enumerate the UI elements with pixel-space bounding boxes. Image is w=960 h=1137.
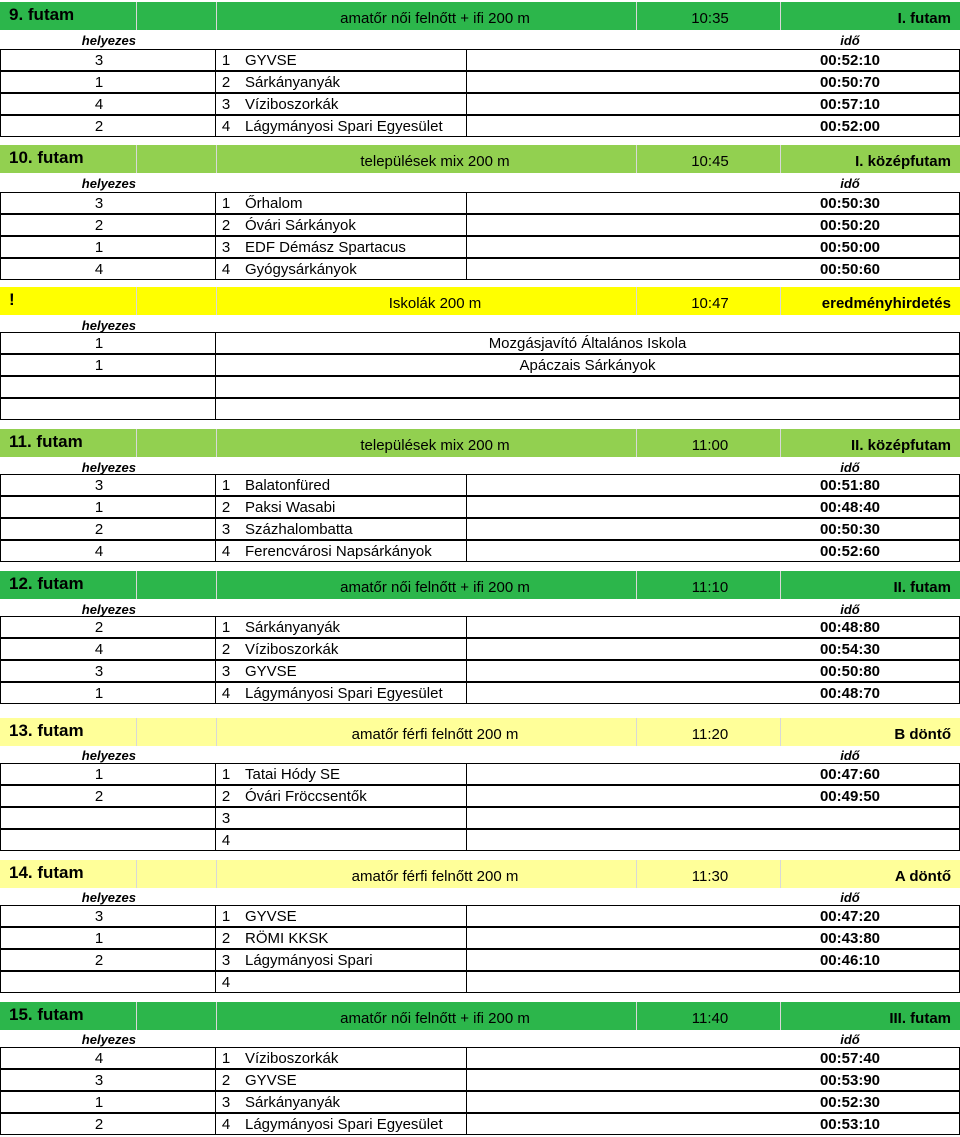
heat-category: amatőr férfi felnőtt 200 m	[351, 726, 519, 743]
result-time: 00:57:40	[819, 1050, 881, 1067]
place: 4	[94, 1050, 104, 1067]
result-row	[0, 192, 960, 214]
school-name: Mozgásjavító Általános Iskola	[488, 335, 687, 352]
result-time: 00:50:00	[819, 239, 881, 256]
place: 4	[94, 641, 104, 658]
result-row	[0, 49, 960, 71]
time-column-header: idő	[840, 176, 860, 191]
team-name: Balatonfüred	[245, 477, 331, 494]
lane: 4	[221, 1116, 231, 1133]
place: 4	[94, 261, 104, 278]
heat-start-time: 11:10	[691, 579, 729, 596]
result-row	[0, 540, 960, 562]
result-row	[0, 93, 960, 115]
heat-header	[0, 860, 960, 888]
place: 1	[94, 1094, 104, 1111]
place: 1	[94, 766, 104, 783]
lane: 4	[221, 261, 231, 278]
heat-stage: B döntő	[894, 726, 951, 743]
team-name: GYVSE	[245, 908, 297, 925]
result-row	[0, 1069, 960, 1091]
school-row	[0, 398, 960, 420]
place: 1	[94, 685, 104, 702]
column-headers	[0, 173, 960, 192]
heat-stage: II. középfutam	[850, 437, 951, 454]
team-name: Ferencvárosi Napsárkányok	[245, 543, 432, 560]
heat-header	[0, 718, 960, 746]
lane: 3	[221, 952, 231, 969]
heat-header	[0, 2, 960, 30]
lane: 2	[221, 1072, 231, 1089]
heat-number: 15. futam	[9, 1005, 84, 1024]
result-row	[0, 258, 960, 280]
place: 3	[94, 52, 104, 69]
team-name: Víziboszorkák	[245, 96, 339, 113]
place: 1	[94, 335, 104, 352]
place: 2	[94, 788, 104, 805]
heat-number: 10. futam	[9, 148, 84, 167]
result-row	[0, 949, 960, 971]
place: 3	[94, 663, 104, 680]
heat-category: amatőr női felnőtt + ifi 200 m	[340, 579, 530, 596]
heat-category: amatőr női felnőtt + ifi 200 m	[340, 1010, 530, 1027]
team-name: Gyógysárkányok	[245, 261, 357, 278]
place: 2	[94, 217, 104, 234]
column-headers	[0, 1029, 960, 1048]
team-name: RÖMI KKSK	[245, 930, 329, 947]
lane: 3	[221, 810, 231, 827]
lane: 2	[221, 499, 231, 516]
heat-category: települések mix 200 m	[360, 437, 510, 454]
place: 2	[94, 619, 104, 636]
lane: 4	[221, 543, 231, 560]
place: 2	[94, 1116, 104, 1133]
place-column-header: helyezes	[81, 318, 136, 333]
heat-stage: I. középfutam	[855, 153, 951, 170]
result-row	[0, 905, 960, 927]
heat-stage: eredményhirdetés	[821, 295, 951, 312]
result-time: 00:47:60	[819, 766, 881, 783]
place: 2	[94, 521, 104, 538]
result-time: 00:52:10	[819, 52, 881, 69]
result-time: 00:50:60	[819, 261, 881, 278]
result-row	[0, 807, 960, 829]
school-row	[0, 332, 960, 354]
result-row	[0, 474, 960, 496]
result-row	[0, 1091, 960, 1113]
lane: 3	[221, 239, 231, 256]
lane: 4	[221, 685, 231, 702]
lane: 3	[221, 96, 231, 113]
lane: 2	[221, 74, 231, 91]
result-row	[0, 638, 960, 660]
lane: 3	[221, 1094, 231, 1111]
team-name: GYVSE	[245, 1072, 297, 1089]
place: 4	[94, 96, 104, 113]
heat-start-time: 11:20	[691, 726, 729, 743]
place-column-header: helyezes	[81, 176, 136, 191]
exclamation-icon: !	[9, 290, 15, 309]
heat-category: települések mix 200 m	[360, 153, 510, 170]
place: 2	[94, 952, 104, 969]
time-column-header: idő	[840, 460, 860, 475]
result-time: 00:48:80	[819, 619, 881, 636]
team-name: Sárkányanyák	[245, 74, 341, 91]
place: 1	[94, 357, 104, 374]
heat-number: 11. futam	[9, 432, 83, 451]
result-row	[0, 785, 960, 807]
result-row	[0, 971, 960, 993]
result-time: 00:48:70	[819, 685, 881, 702]
result-row	[0, 763, 960, 785]
result-time: 00:50:30	[819, 521, 881, 538]
place: 1	[94, 74, 104, 91]
place: 1	[94, 499, 104, 516]
heat-stage: II. futam	[893, 579, 951, 596]
result-time: 00:43:80	[819, 930, 881, 947]
result-time: 00:49:50	[819, 788, 881, 805]
heat-start-time: 10:35	[691, 10, 729, 27]
result-time: 00:48:40	[819, 499, 881, 516]
heat-header	[0, 571, 960, 599]
heat-number: 14. futam	[9, 863, 84, 882]
result-time: 00:52:30	[819, 1094, 881, 1111]
result-time: 00:46:10	[819, 952, 881, 969]
team-name: EDF Démász Spartacus	[245, 239, 406, 256]
result-row	[0, 71, 960, 93]
heat-number: 9. futam	[9, 5, 75, 24]
lane: 1	[221, 619, 231, 636]
lane: 1	[221, 766, 231, 783]
heat-start-time: 10:45	[691, 153, 729, 170]
school-row	[0, 354, 960, 376]
result-time: 00:54:30	[819, 641, 881, 658]
place-column-header: helyezes	[81, 890, 136, 905]
place: 2	[94, 118, 104, 135]
place: 3	[94, 908, 104, 925]
heat-header	[0, 1002, 960, 1030]
place: 1	[94, 930, 104, 947]
result-row	[0, 518, 960, 540]
heat-stage: III. futam	[889, 1010, 951, 1027]
place: 3	[94, 477, 104, 494]
result-row	[0, 236, 960, 258]
team-name: GYVSE	[245, 663, 297, 680]
result-row	[0, 115, 960, 137]
result-time: 00:51:80	[819, 477, 881, 494]
heat-category: amatőr férfi felnőtt 200 m	[351, 868, 519, 885]
lane: 4	[221, 118, 231, 135]
heat-stage: I. futam	[897, 10, 951, 27]
lane: 4	[221, 974, 231, 991]
place: 4	[94, 543, 104, 560]
result-row	[0, 496, 960, 518]
heat-stage: A döntő	[894, 868, 951, 885]
team-name: Őrhalom	[245, 195, 303, 212]
result-time: 00:52:60	[819, 543, 881, 560]
result-row	[0, 682, 960, 704]
lane: 2	[221, 788, 231, 805]
heat-header	[0, 145, 960, 173]
result-time: 00:52:00	[819, 118, 881, 135]
heat-category: Iskolák 200 m	[388, 295, 482, 312]
heat-start-time: 11:40	[691, 1010, 729, 1027]
team-name: Lágymányosi Spari Egyesület	[245, 685, 443, 702]
lane: 3	[221, 663, 231, 680]
place-column-header: helyezes	[81, 602, 136, 617]
team-name: Óvári Fröccsentők	[245, 788, 367, 805]
result-time: 00:50:70	[819, 74, 881, 91]
lane: 2	[221, 930, 231, 947]
place-column-header: helyezes	[81, 748, 136, 763]
time-column-header: idő	[840, 890, 860, 905]
place: 3	[94, 195, 104, 212]
place-column-header: helyezes	[81, 1032, 136, 1047]
lane: 1	[221, 477, 231, 494]
team-name: Tatai Hódy SE	[245, 766, 341, 783]
heat-start-time: 11:00	[691, 437, 729, 454]
team-name: Sárkányanyák	[245, 619, 341, 636]
place-column-header: helyezes	[81, 460, 136, 475]
lane: 1	[221, 52, 231, 69]
result-row	[0, 660, 960, 682]
team-name: GYVSE	[245, 52, 297, 69]
heat-header	[0, 287, 960, 315]
result-time: 00:53:90	[819, 1072, 881, 1089]
team-name: Óvári Sárkányok	[245, 217, 356, 234]
school-row	[0, 376, 960, 398]
team-name: Százhalombatta	[245, 521, 353, 538]
heat-start-time: 11:30	[691, 868, 729, 885]
time-column-header: idő	[840, 33, 860, 48]
result-time: 00:57:10	[819, 96, 881, 113]
result-time: 00:53:10	[819, 1116, 881, 1133]
team-name: Víziboszorkák	[245, 1050, 339, 1067]
result-row	[0, 1047, 960, 1069]
lane: 4	[221, 832, 231, 849]
lane: 2	[221, 641, 231, 658]
lane: 1	[221, 1050, 231, 1067]
result-time: 00:50:30	[819, 195, 881, 212]
result-time: 00:47:20	[819, 908, 881, 925]
place: 3	[94, 1072, 104, 1089]
time-column-header: idő	[840, 602, 860, 617]
lane: 2	[221, 217, 231, 234]
heat-category: amatőr női felnőtt + ifi 200 m	[340, 10, 530, 27]
time-column-header: idő	[840, 748, 860, 763]
school-name: Apáczais Sárkányok	[519, 357, 656, 374]
lane: 3	[221, 521, 231, 538]
heat-header	[0, 429, 960, 457]
heat-start-time: 10:47	[691, 295, 729, 312]
result-time: 00:50:20	[819, 217, 881, 234]
result-row	[0, 616, 960, 638]
lane: 1	[221, 908, 231, 925]
column-headers	[0, 745, 960, 764]
result-row	[0, 214, 960, 236]
place: 1	[94, 239, 104, 256]
lane: 1	[221, 195, 231, 212]
result-row	[0, 927, 960, 949]
time-column-header: idő	[840, 1032, 860, 1047]
column-headers	[0, 887, 960, 906]
team-name: Lágymányosi Spari	[245, 952, 373, 969]
team-name: Víziboszorkák	[245, 641, 339, 658]
column-headers	[0, 30, 960, 49]
heat-number: 12. futam	[9, 574, 84, 593]
place-column-header: helyezes	[81, 33, 136, 48]
team-name: Lágymányosi Spari Egyesület	[245, 118, 443, 135]
heat-number: 13. futam	[9, 721, 84, 740]
team-name: Paksi Wasabi	[245, 499, 336, 516]
team-name: Lágymányosi Spari Egyesület	[245, 1116, 443, 1133]
result-time: 00:50:80	[819, 663, 881, 680]
result-row	[0, 829, 960, 851]
team-name: Sárkányanyák	[245, 1094, 341, 1111]
result-row	[0, 1113, 960, 1135]
